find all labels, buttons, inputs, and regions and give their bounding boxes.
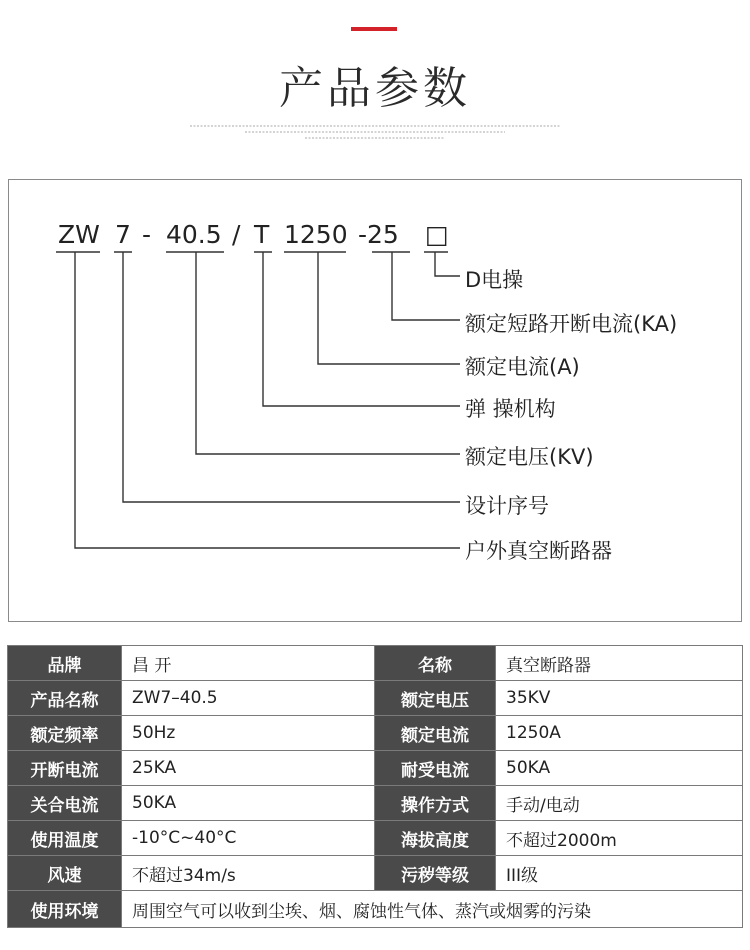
table-row	[8, 891, 743, 928]
spec-value: 不超过34m/s	[122, 856, 375, 891]
code-current: 1250	[284, 220, 348, 249]
code-voltage: 40.5	[166, 220, 222, 249]
table-row	[8, 786, 743, 821]
spec-value: ZW7–40.5	[122, 681, 375, 716]
spec-key: 额定频率	[8, 716, 122, 751]
legend-spring-mechanism: 弹 操机构	[465, 397, 556, 421]
table-row	[8, 821, 743, 856]
code-slash: /	[232, 220, 241, 249]
spec-value: III级	[496, 856, 743, 891]
spec-key: 操作方式	[375, 786, 496, 821]
spec-key: 耐受电流	[375, 751, 496, 786]
code-series: ZW	[58, 220, 100, 249]
code-design-no: 7	[115, 220, 131, 249]
spec-value: 真空断路器	[496, 646, 743, 681]
spec-value: 昌 开	[122, 646, 375, 681]
code-mechanism: T	[254, 220, 270, 249]
spec-key: 使用温度	[8, 821, 122, 856]
spec-key: 关合电流	[8, 786, 122, 821]
spec-value: 50KA	[122, 786, 375, 821]
spec-key: 额定电流	[375, 716, 496, 751]
spec-value: 50KA	[496, 751, 743, 786]
page-title: 产品参数	[279, 63, 471, 114]
legend-rated-current: 额定电流(A)	[465, 355, 580, 379]
spec-key: 污秽等级	[375, 856, 496, 891]
code-dash: -	[142, 220, 152, 249]
spec-value: -10°C~40°C	[122, 821, 375, 856]
legend-outdoor-breaker: 户外真空断路器	[465, 539, 612, 563]
spec-value: 手动/电动	[496, 786, 743, 821]
spec-value: 周围空气可以收到尘埃、烟、腐蚀性气体、蒸汽或烟雾的污染	[122, 891, 743, 928]
spec-value: 50Hz	[122, 716, 375, 751]
code-option-box: □	[425, 220, 449, 249]
table-row	[8, 751, 743, 786]
legend-d-operation: D电操	[465, 268, 524, 292]
legend-design-number: 设计序号	[465, 494, 549, 518]
code-breaking: -25	[358, 220, 399, 249]
spec-value: 25KA	[122, 751, 375, 786]
spec-value: 1250A	[496, 716, 743, 751]
legend-breaking-current: 额定短路开断电流(KA)	[465, 312, 678, 336]
spec-key: 风速	[8, 856, 122, 891]
spec-key: 开断电流	[8, 751, 122, 786]
table-row	[8, 716, 743, 751]
spec-key: 品牌	[8, 646, 122, 681]
spec-key: 海拔高度	[375, 821, 496, 856]
spec-value: 不超过2000m	[496, 821, 743, 856]
spec-key: 产品名称	[8, 681, 122, 716]
spec-key: 使用环境	[8, 891, 122, 928]
legend-rated-voltage: 额定电压(KV)	[465, 445, 594, 469]
spec-table	[7, 645, 743, 928]
spec-key: 额定电压	[375, 681, 496, 716]
table-row	[8, 856, 743, 891]
table-row	[8, 646, 743, 681]
table-row	[8, 681, 743, 716]
spec-value: 35KV	[496, 681, 743, 716]
spec-key: 名称	[375, 646, 496, 681]
